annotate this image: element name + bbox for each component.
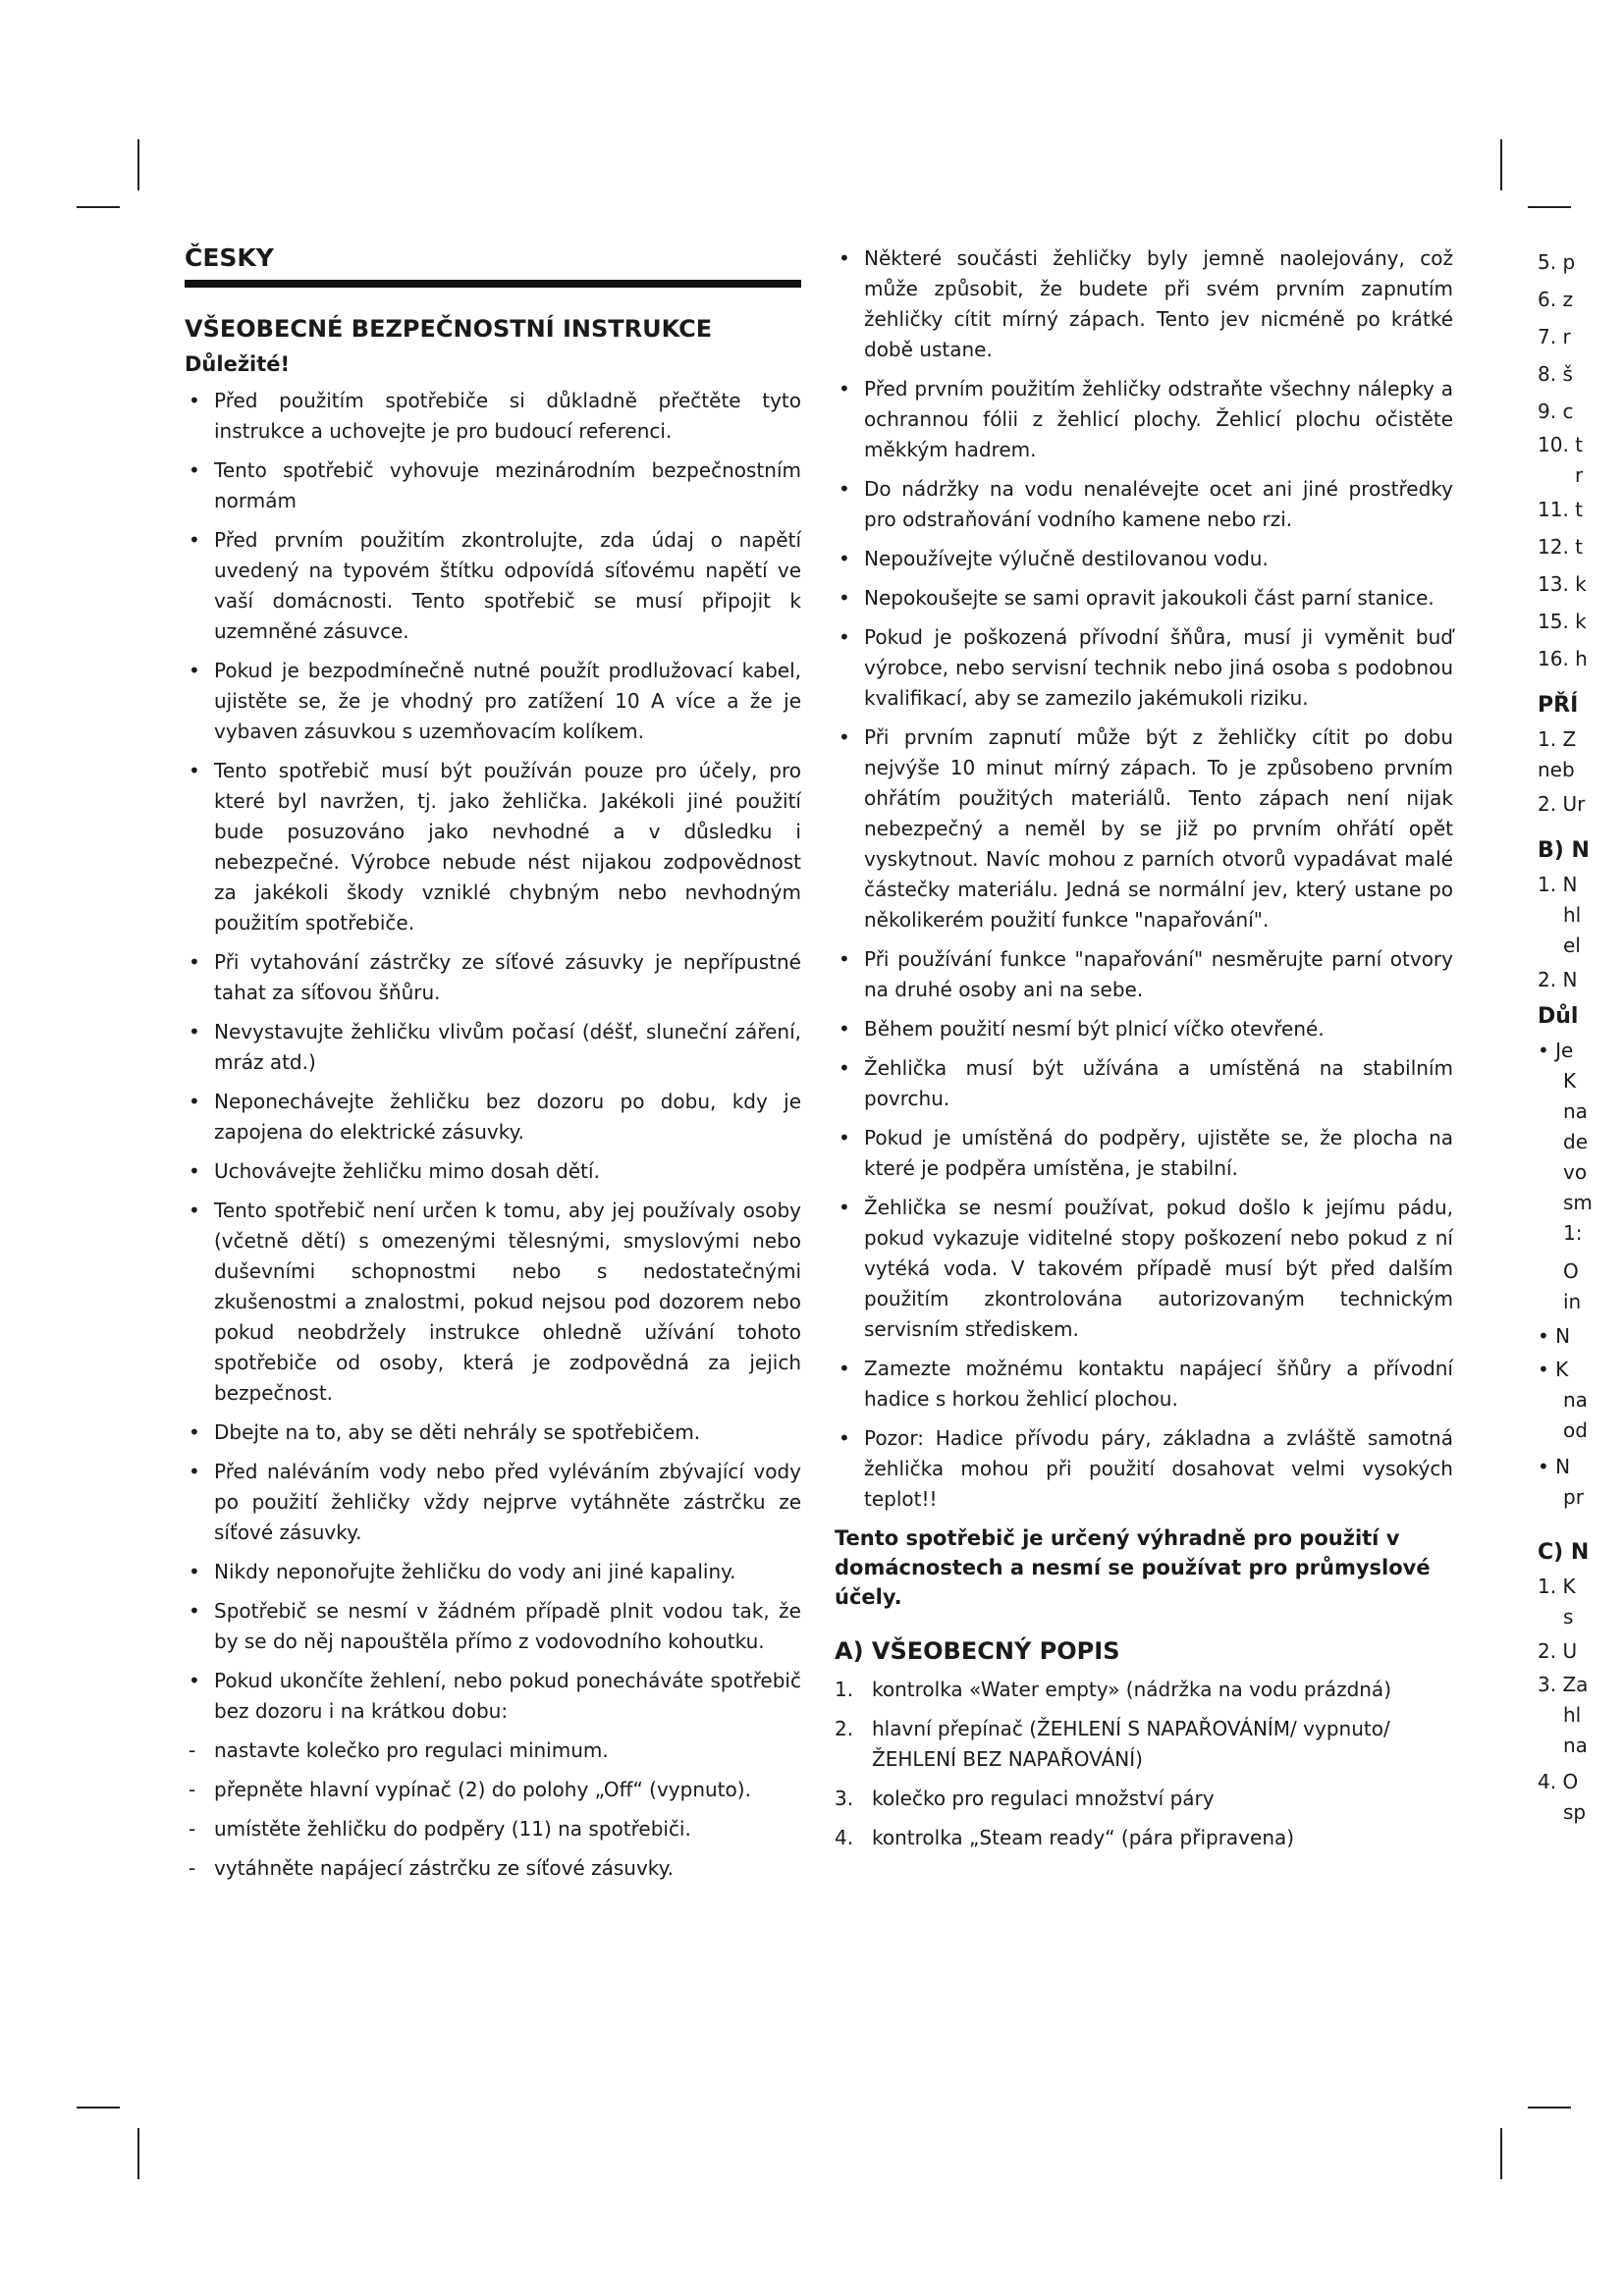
- left-column: [185, 243, 801, 1893]
- middle-column: [835, 243, 1453, 1862]
- fragment-line: sp: [1563, 1800, 1587, 1824]
- list-item: • Při používání funkce "napařování" nesměrujte parní otvory na druhé osoby ani na sebe.: [835, 944, 1453, 1005]
- item-number: 1.: [835, 1678, 854, 1701]
- list-item: [835, 1675, 1453, 1705]
- fragment-heading: C) N: [1538, 1540, 1590, 1565]
- fragment-line: in: [1563, 1290, 1582, 1313]
- item-number: 2.: [835, 1717, 854, 1740]
- fragment-line: 12. t: [1538, 535, 1584, 559]
- fragment-list-c: [1538, 870, 1624, 998]
- list-item: • Do nádržky na vodu nenalévejte ocet ani jiné prostředky pro odstraňování vodního kamene nebo rzi.: [835, 474, 1453, 535]
- item-number: 4.: [835, 1826, 854, 1849]
- safety-heading: VŠEOBECNÉ BEZPEČNOSTNÍ INSTRUKCE: [185, 315, 713, 343]
- fragment-line: 5. p: [1538, 250, 1576, 274]
- fragment-line: • Je: [1538, 1039, 1574, 1062]
- fragment-heading: Důl: [1538, 1004, 1579, 1029]
- fragment-list-e: [1538, 1572, 1624, 1828]
- list-item: - nastavte kolečko pro regulaci minimum.: [185, 1735, 801, 1766]
- list-item: - přepněte hlavní vypínač (2) do polohy „Off“ (vypnuto).: [185, 1775, 801, 1805]
- fragment-line: s: [1563, 1605, 1574, 1629]
- list-item: • Nepoužívejte výlučně destilovanou vodu.: [835, 544, 1453, 574]
- safety-list: [185, 386, 801, 1727]
- list-item: • Některé součásti žehličky byly jemně naolejovány, což může způsobit, že budete při svém prvním zapnutím žehličky cítit mírný zápach. Tento jev nicméně po krátké době ustane.: [835, 243, 1453, 365]
- fragment-line: 11. t: [1538, 498, 1584, 521]
- fragment-line: 1. K: [1538, 1575, 1576, 1598]
- fragment-heading: PŘÍ: [1538, 693, 1579, 718]
- fragment-line: 16. h: [1538, 647, 1588, 670]
- list-item: [835, 1714, 1453, 1775]
- item-text: kolečko pro regulaci množství páry: [872, 1787, 1215, 1810]
- parts-list: [835, 1675, 1453, 1853]
- general-description-heading: A) VŠEOBECNÝ POPIS: [835, 1637, 1120, 1665]
- item-text: hlavní přepínač (ŽEHLENÍ S NAPAŘOVÁNÍM/ vypnuto/ŽEHLENÍ BEZ NAPAŘOVÁNÍ): [872, 1717, 1390, 1771]
- crop-mark-top-right-horizontal: [1528, 206, 1571, 208]
- fragment-list-a: [1538, 243, 1624, 677]
- list-item: • Neponechávejte žehličku bez dozoru po dobu, kdy je zapojena do elektrické zásuvky.: [185, 1087, 801, 1148]
- list-item: • Během použití nesmí být plnicí víčko otevřené.: [835, 1014, 1453, 1044]
- list-item: • Při prvním zapnutí může být z žehličky cítit po dobu nejvýše 10 minut mírný zápach. To je způsobeno prvním ohřátím použitých materiálů. Tento zápach není nijak nebezpečný a neměl by se již po prvním ohřátí opět vyskytnout. Navíc mohou z parních otvorů vypadávat malé částečky materiálu. Jedná se normální jev, který ustane po několikerém použití funkce "napařování".: [835, 722, 1453, 935]
- list-item: • Nevystavujte žehličku vlivům počasí (déšť, sluneční záření, mráz atd.): [185, 1017, 801, 1078]
- fragment-line: 2. N: [1538, 968, 1578, 991]
- list-item: • Zamezte možnému kontaktu napájecí šňůry a přívodní hadice s horkou žehlicí plochou.: [835, 1354, 1453, 1415]
- fragment-line: • N: [1538, 1324, 1571, 1348]
- fragment-line: de: [1563, 1130, 1588, 1153]
- list-item: • Pokud je bezpodmínečně nutné použít prodlužovací kabel, ujistěte se, že je vhodný pro zatížení 10 A více a že je vybaven zásuvkou s uzemňovacím kolíkem.: [185, 656, 801, 747]
- list-item: • Pozor: Hadice přívodu páry, základna a zvláště samotná žehlička mohou při použití dosahovat velmi vysokých teplot!!: [835, 1423, 1453, 1515]
- crop-mark-bottom-left-horizontal: [77, 2107, 120, 2109]
- fragment-line: 10. t: [1538, 433, 1584, 456]
- fragment-line: el: [1563, 934, 1581, 957]
- language-heading: ČESKY: [185, 243, 274, 272]
- list-item: • Nepokoušejte se sami opravit jakoukoli část parní stanice.: [835, 583, 1453, 614]
- list-item: • Tento spotřebič není určen k tomu, aby jej používaly osoby (včetně dětí) s omezenými tělesnými, smyslovými nebo duševními schopnostmi nebo s nedostatečnými zkušenostmi a znalostmi, pokud nejsou pod dozorem nebo pokud neobdržely instrukce ohledně užívání tohoto spotřebiče od osoby, která je zodpovědná za jejich bezpečnost.: [185, 1196, 801, 1409]
- fragment-line: • K: [1538, 1358, 1569, 1381]
- list-item: • Uchovávejte žehličku mimo dosah dětí.: [185, 1156, 801, 1187]
- crop-mark-top-right-vertical: [1500, 139, 1502, 190]
- fragment-line: 6. z: [1538, 288, 1573, 311]
- fragment-line: r: [1575, 463, 1584, 487]
- crop-mark-bottom-right-vertical: [1500, 2128, 1502, 2179]
- fragment-line: 7. r: [1538, 325, 1571, 348]
- fragment-line: 3. Za: [1538, 1673, 1589, 1696]
- list-item: • Před použitím spotřebiče si důkladně přečtěte tyto instrukce a uchovejte je pro budoucí referenci.: [185, 386, 801, 447]
- crop-mark-top-left-horizontal: [77, 206, 120, 208]
- fragment-line: na: [1563, 1734, 1588, 1757]
- list-item: - umístěte žehličku do podpěry (11) na spotřebiči.: [185, 1814, 801, 1844]
- fragment-line: od: [1563, 1418, 1588, 1442]
- list-item: • Před prvním použitím zkontrolujte, zda údaj o napětí uvedený na typovém štítku odpovídá síťovému napětí ve vaší domácnosti. Tento spotřebič se musí připojit k uzemněné zásuvce.: [185, 525, 801, 647]
- fragment-line: 13. k: [1538, 572, 1587, 596]
- list-item: • Při vytahování zástrčky ze síťové zásuvky je nepřípustné tahat za síťovou šňůru.: [185, 947, 801, 1008]
- fragment-line: na: [1563, 1388, 1588, 1412]
- item-text: kontrolka «Water empty» (nádržka na vodu prázdná): [872, 1678, 1391, 1701]
- fragment-line: na: [1563, 1099, 1588, 1123]
- crop-mark-top-left-vertical: [137, 139, 139, 190]
- list-item: • Nikdy neponořujte žehličku do vody ani jiné kapaliny.: [185, 1557, 801, 1587]
- list-item: [835, 1823, 1453, 1853]
- list-item: • Spotřebič se nesmí v žádném případě plnit vodou tak, že by se do něj napouštěla přímo z vodovodního kohoutku.: [185, 1596, 801, 1657]
- fragment-heading: B) N: [1538, 838, 1590, 863]
- fragment-line: 2. U: [1538, 1639, 1578, 1663]
- list-item: • Žehlička musí být užívána a umístěná na stabilním povrchu.: [835, 1053, 1453, 1114]
- fragment-list-b: [1538, 724, 1624, 823]
- fragment-line: 1. N: [1538, 873, 1578, 896]
- fragment-line: 15. k: [1538, 610, 1587, 633]
- household-use-notice: Tento spotřebič je určený výhradně pro použití v domácnostech a nesmí se používat pro průmyslové účely.: [835, 1526, 1431, 1609]
- fragment-line: 1. Z: [1538, 727, 1577, 751]
- fragment-line: • N: [1538, 1455, 1571, 1478]
- fragment-line: 1:: [1563, 1221, 1583, 1245]
- list-item: • Pokud je umístěná do podpěry, ujistěte se, že plocha na které je podpěra umístěna, je stabilní.: [835, 1123, 1453, 1184]
- item-number: 3.: [835, 1787, 854, 1810]
- crop-mark-bottom-left-vertical: [137, 2128, 139, 2179]
- important-heading: Důležité!: [185, 352, 291, 376]
- fragment-line: K: [1563, 1069, 1577, 1093]
- list-item: - vytáhněte napájecí zástrčku ze síťové zásuvky.: [185, 1853, 801, 1884]
- list-item: [835, 1784, 1453, 1814]
- list-item: • Před naléváním vody nebo před vyléváním zbývající vody po použití žehličky vždy nejprve vytáhněte zástrčku ze síťové zásuvky.: [185, 1457, 801, 1548]
- fragment-list-d: [1538, 1036, 1624, 1513]
- list-item: • Dbejte na to, aby se děti nehrály se spotřebičem.: [185, 1417, 801, 1448]
- safety-list-continued: [835, 243, 1453, 1515]
- shutdown-steps-list: [185, 1735, 801, 1884]
- list-item: • Žehlička se nesmí používat, pokud došlo k jejímu pádu, pokud vykazuje viditelné stopy poškození nebo pokud z ní vytéká voda. V takovém případě musí být před dalším použitím zkontrolována autorizovaným technickým servisním střediskem.: [835, 1193, 1453, 1345]
- fragment-line: hl: [1563, 1703, 1582, 1727]
- fragment-line: vo: [1563, 1160, 1588, 1184]
- list-item: • Tento spotřebič vyhovuje mezinárodním bezpečnostním normám: [185, 455, 801, 516]
- fragment-line: 8. š: [1538, 362, 1573, 386]
- heading-rule: [185, 280, 801, 288]
- list-item: • Tento spotřebič musí být používán pouze pro účely, pro které byl navržen, tj. jako žehlička. Jakékoli jiné použití bude posuzováno jako nevhodné a v důsledku i nebezpečné. Výrobce nebude nést nijakou zodpovědnost za jakékoli škody vzniklé chybným nebo nevhodným použitím spotřebiče.: [185, 756, 801, 938]
- fragment-line: pr: [1563, 1485, 1584, 1509]
- crop-mark-bottom-right-horizontal: [1528, 2107, 1571, 2109]
- fragment-line: 9. c: [1538, 400, 1574, 423]
- list-item: • Pokud ukončíte žehlení, nebo pokud ponecháváte spotřebič bez dozoru i na krátkou dobu:: [185, 1666, 801, 1727]
- fragment-line: sm: [1563, 1191, 1593, 1214]
- fragment-line: hl: [1563, 903, 1582, 927]
- fragment-line: neb: [1538, 758, 1575, 781]
- fragment-line: 4. O: [1538, 1770, 1579, 1793]
- list-item: • Před prvním použitím žehličky odstraňte všechny nálepky a ochrannou fólii z žehlicí plochy. Žehlicí plochu očistěte měkkým hadrem.: [835, 374, 1453, 465]
- fragment-line: O: [1563, 1259, 1579, 1283]
- fragment-line: 2. Ur: [1538, 792, 1586, 816]
- right-column-cropped: [1538, 243, 1624, 1828]
- item-text: kontrolka „Steam ready“ (pára připravena): [872, 1826, 1295, 1849]
- list-item: • Pokud je poškozená přívodní šňůra, musí ji vyměnit buď výrobce, nebo servisní technik nebo jiná osoba s podobnou kvalifikací, aby se zamezilo jakémukoli riziku.: [835, 622, 1453, 714]
